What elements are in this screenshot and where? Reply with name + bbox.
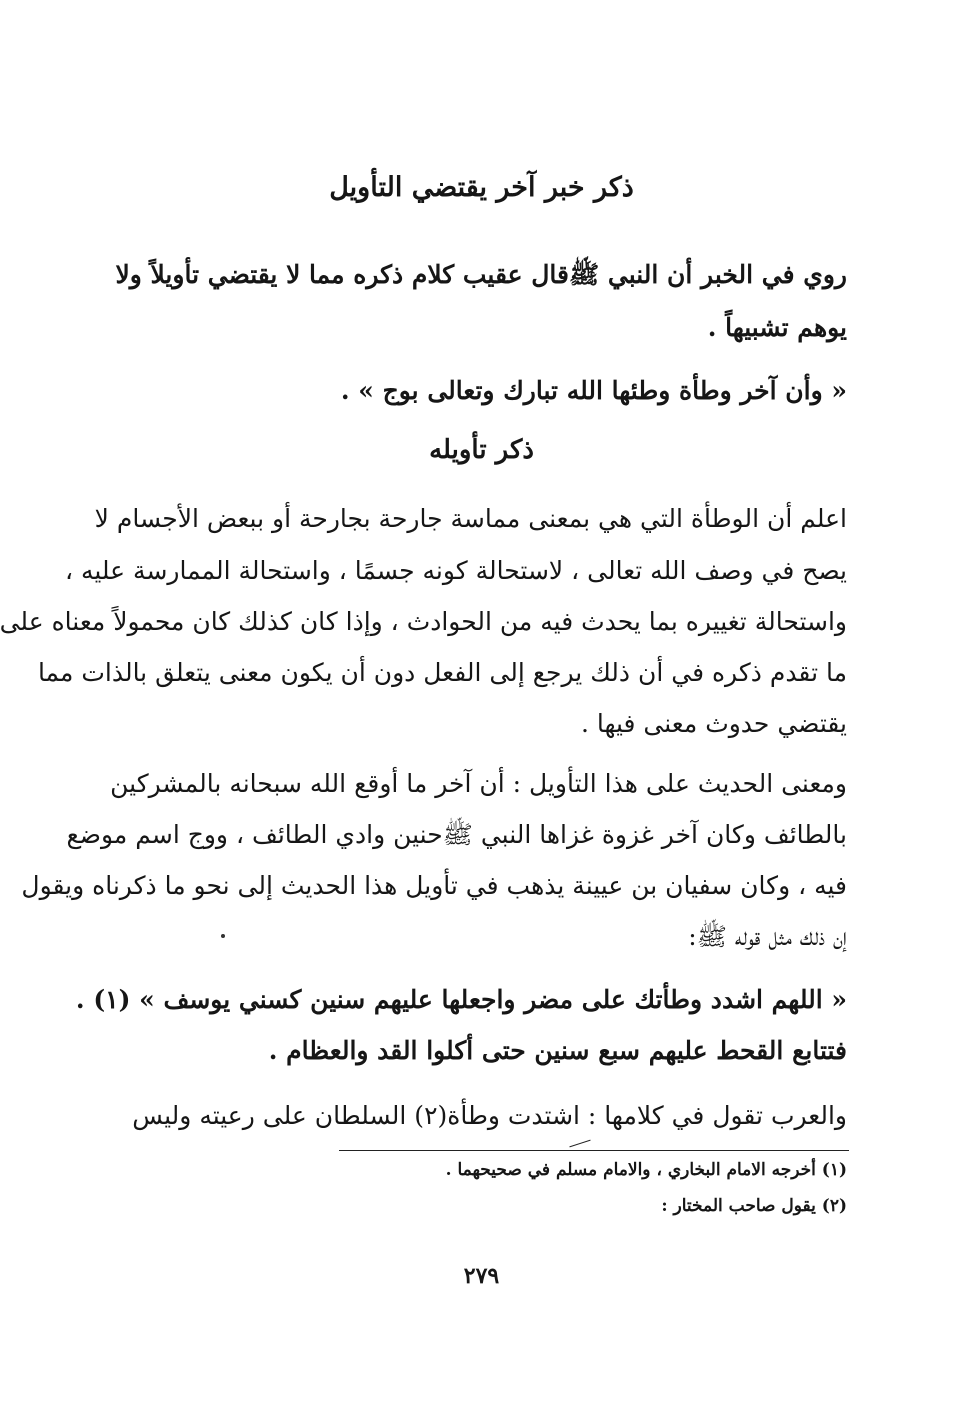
footnote-rule (339, 1150, 849, 1151)
para2-line-5: يقتضي حدوث معنى فيها . (580, 709, 847, 738)
para1-line-2: يوهم تشبيهاً . (707, 313, 847, 342)
stray-dot (221, 934, 225, 938)
para3-line-2: بالطائف وكان آخر غزوة غزاها النبي ﷺحنين وادي الطائف ، ووج اسم موضع (66, 820, 847, 849)
para4-line-1: والعرب تقول في كلامها : اشتدت وطأة(٢) السلطان على رعيته وليس (132, 1101, 847, 1130)
para3-line-3: فيه ، وكان سفيان بن عيينة يذهب في تأويل هذا الحديث إلى نحو ما ذكرناه ويقول (21, 871, 847, 900)
para3-line-1: ومعنى الحديث على هذا التأويل : أن آخر ما أوقع الله سبحانه بالمشركين (110, 769, 847, 798)
para2-line-2: يصح في وصف الله تعالى ، لاستحالة كونه جسمًا ، واستحالة الممارسة عليه ، (64, 556, 847, 585)
para2-line-1: اعلم أن الوطأة التي هي بمعنى مماسة جارحة بجارحة أو ببعض الأجسام لا (94, 504, 847, 533)
quote-1: « وأن آخر وطأة وطئها الله تبارك وتعالى بوج » . (340, 376, 847, 405)
footnote-2: (٢) يقول صاحب المختار : (661, 1196, 847, 1216)
para1-line-1: روي في الخبر أن النبي ﷺقال عقيب كلام ذكره مما لا يقتضي تأويلاً ولا (115, 260, 847, 289)
para2-line-4: ما تقدم ذكره في أن ذلك يرجع إلى الفعل دون أن يكون معنى يتعلق بالذات مما (37, 658, 847, 687)
footnote-1: (١) أخرجه الامام البخاري ، والامام مسلم في صحيحهما . (445, 1160, 847, 1180)
section-heading-1: ذكر خبر آخر يقتضي التأويل (329, 172, 634, 203)
page-number: ٢٧٩ (463, 1263, 500, 1289)
quote-2-line-2: فتتابع القحط عليهم سبع سنين حتى أكلوا القد والعظام . (268, 1036, 847, 1065)
para2-line-3: واستحالة تغييره بما يحدث فيه من الحوادث ، وإذا كان كذلك كان محمولاً معناه على (0, 607, 847, 636)
section-heading-2: ذكر تأويله (429, 435, 534, 465)
footnote-rule-tail (569, 1140, 590, 1148)
para3-line-4: إن ذلك مثل قوله ﷺ: (688, 922, 847, 951)
quote-2-line-1: « اللهم اشدد وطأتك على مضر واجعلها عليهم سنين كسني يوسف » (١) . (75, 985, 847, 1014)
